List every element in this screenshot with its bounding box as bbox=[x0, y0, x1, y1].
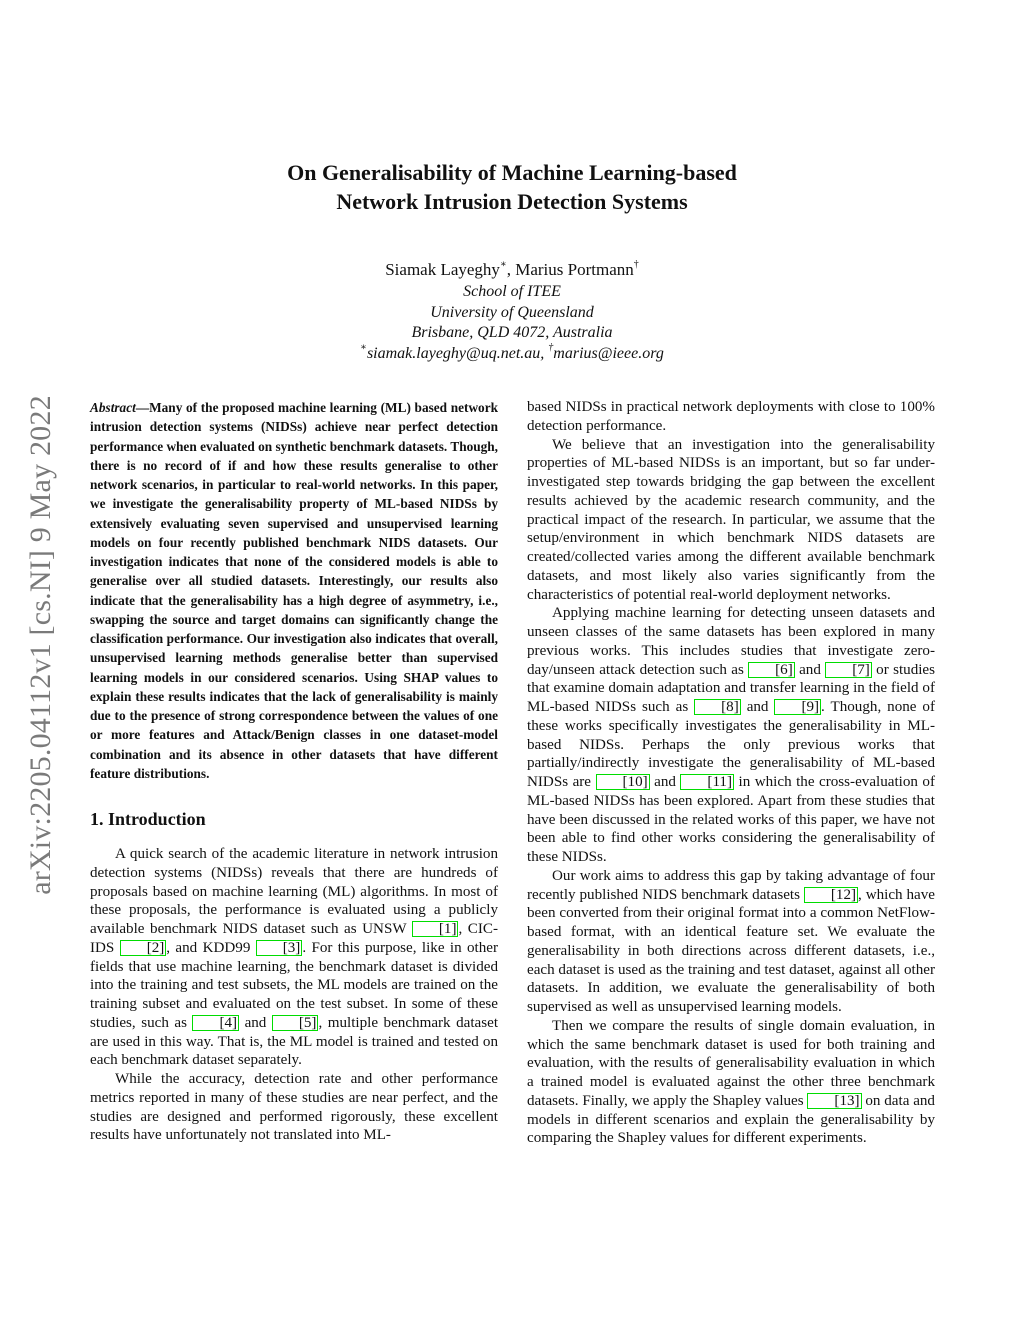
author-1-mark: ∗ bbox=[499, 259, 507, 271]
citation-4[interactable]: [4] bbox=[192, 1015, 239, 1031]
author-school: School of ITEE bbox=[463, 283, 561, 300]
citation-6[interactable]: [6] bbox=[748, 662, 795, 678]
citation-9[interactable]: [9] bbox=[774, 699, 821, 715]
author-1-name: Siamak Layeghy bbox=[385, 260, 500, 279]
text-run: . Though, none of these works specifically investigates the generalisability in ML-based NIDSs. Perhaps the only previous works that partially/indirectly investigate the generalisability of ML-based NIDSs are bbox=[527, 699, 936, 790]
intro-paragraph-2-continued: based NIDSs in practical network deployments with close to 100% detection performance. bbox=[527, 399, 935, 434]
text-run: Then we compare the results of single domain evaluation, in which the same benchmark dataset is used for both training and evaluation, with the results of generalisability evaluation in which a trained model is evaluated against the other three benchmark datasets. Finally, we apply the Shapley values bbox=[527, 1017, 935, 1109]
text-run: and bbox=[649, 774, 681, 790]
citation-11[interactable]: [11] bbox=[680, 774, 734, 790]
text-run: and bbox=[740, 699, 775, 715]
author-address: Brisbane, QLD 4072, Australia bbox=[411, 324, 613, 341]
citation-7[interactable]: [7] bbox=[825, 662, 872, 678]
text-run: Applying machine learning for detecting unseen datasets and unseen classes of the same datasets has been explored in many previous works. This includes studies that investigate zero-day/unseen attack detection such as bbox=[527, 605, 935, 678]
email-1-mark: ∗ bbox=[360, 342, 367, 354]
text-run: or studies that examine domain adaptation and transfer learning in the field of ML-based NIDSs such as bbox=[527, 661, 936, 715]
citation-8[interactable]: [8] bbox=[694, 699, 741, 715]
author-university: University of Queensland bbox=[430, 303, 594, 321]
paper-title bbox=[0, 158, 1024, 216]
citation-2[interactable]: [2] bbox=[120, 940, 167, 956]
intro-paragraph-4 bbox=[527, 604, 935, 867]
section-heading-introduction: 1. Introduction bbox=[90, 809, 206, 829]
citation-3[interactable]: [3] bbox=[256, 940, 303, 956]
intro-paragraph-2: While the accuracy, detection rate and other performance metrics reported in many of these studies are near perfect, and the studies are designed and performed rigorously, these excellent results have unfortunately not translated into ML- bbox=[90, 1071, 498, 1144]
email-2-mark: † bbox=[548, 342, 554, 354]
email-1[interactable]: siamak.layeghy@uq.net.au, bbox=[366, 344, 549, 362]
citation-13[interactable]: [13] bbox=[807, 1093, 861, 1109]
author-names bbox=[0, 258, 1024, 282]
text-run: and bbox=[239, 1014, 272, 1031]
text-run: A quick search of the academic literature in network intrusion detection systems (NIDSs) reveals that there are hundreds of proposals based on machine learning (ML) algorithms. In most of these proposals, the performance is evaluated using a publicly available benchmark NIDS dataset such as UNSW bbox=[90, 846, 498, 937]
text-run: on data and models in different scenarios and explain the generalisability by comparing the Shapley values for different experiments. bbox=[527, 1092, 935, 1147]
citation-5[interactable]: [5] bbox=[272, 1015, 319, 1031]
text-run: , and KDD99 bbox=[166, 939, 256, 956]
intro-paragraph-3: We believe that an investigation into the generalisability properties of ML-based NIDSs is an important, but so far under-investigated step towards bridging the gap between the excellent results achieved by the academic research community, and the practical impact of the research. In particular, we assume that the setup/environment in which benchmark NIDS datasets are created/collected varies among the different available benchmark datasets, and most likely also varies significantly from the characteristics of potential real-world deployment networks. bbox=[527, 436, 935, 603]
author-2-name: , Marius Portmann bbox=[506, 260, 634, 279]
intro-paragraph-5 bbox=[527, 867, 935, 1017]
text-run: in which the cross-evaluation of ML-based NIDSs has been explored. Apart from these studies that have been discussed in the related works of this paper, we have not been able to find other works considering the generalisability of these NIDSs. bbox=[527, 774, 935, 865]
author-emails bbox=[0, 344, 1024, 365]
citation-1[interactable]: [1] bbox=[412, 921, 459, 937]
text-run: , which have been converted from their original format into a common NetFlow-based format, with an identical feature set. We evaluate the generalisability in both directions across different datasets, i.e., each dataset is used as the training and test dataset, against all other datasets. In addition, we evaluate the generalisability of both supervised as well as unsupervised learning models. bbox=[527, 886, 935, 1015]
arxiv-identifier: arXiv:2205.04112v1 [cs.NI] 9 May 2022 bbox=[24, 395, 57, 895]
text-run: Our work aims to address this gap by taking advantage of four recently published NIDS benchmark datasets bbox=[527, 867, 935, 903]
text-run: . For this purpose, like in other fields that use machine learning, the benchmark dataset is divided into the training and test subsets, the ML models are trained on the training subset and evaluated on the test subset. In some of these studies, such as bbox=[90, 939, 498, 1031]
abstract-text: —Many of the proposed machine learning (ML) based network intrusion detection systems (NIDSs) achieve near perfect detection performance when evaluated on synthetic benchmark datasets. Though, there is no record of if and how these results generalise to other network scenarios, in particular to real-world networks. In this paper, we investigate the generalisability property of ML-based NIDSs by extensively evaluating seven supervised and unsupervised learning models on four recently published benchmark NIDS datasets. Our investigation indicates that none of the considered models is able to generalise over all studied datasets. Interestingly, our results also indicate that the generalisability has a high degree of asymmetry, i.e., swapping the source and target domains can significantly change the classification performance. Our investigation also indicates that overall, unsupervised learning methods generalise better than supervised learning models in our considered scenarios. Using SHAP values to explain these results indicates that the lack of generalisability is mainly due to the presence of strong correspondence between the values of one or more features and Attack/Benign classes in one dataset-model combination and its absence in other datasets that have different feature distributions. bbox=[90, 400, 498, 781]
email-2[interactable]: marius@ieee.org bbox=[553, 344, 664, 362]
intro-paragraph-1 bbox=[90, 845, 498, 1070]
citation-10[interactable]: [10] bbox=[596, 774, 650, 790]
abstract bbox=[90, 398, 498, 783]
citation-12[interactable]: [12] bbox=[804, 887, 858, 903]
left-column bbox=[90, 398, 498, 1145]
text-run: and bbox=[794, 661, 826, 678]
intro-paragraph-6 bbox=[527, 1017, 935, 1148]
text-run: , multiple benchmark dataset are used in this way. That is, the ML model is trained and tested on each benchmark dataset separately. bbox=[90, 1014, 499, 1069]
title-line-1: On Generalisability of Machine Learning-based bbox=[287, 160, 737, 185]
title-line-2: Network Intrusion Detection Systems bbox=[336, 189, 688, 214]
author-block bbox=[0, 258, 1024, 364]
right-column bbox=[527, 398, 935, 1148]
author-2-mark: † bbox=[633, 259, 639, 271]
text-run: , CIC-IDS bbox=[90, 921, 498, 956]
abstract-label: Abstract bbox=[90, 400, 136, 415]
